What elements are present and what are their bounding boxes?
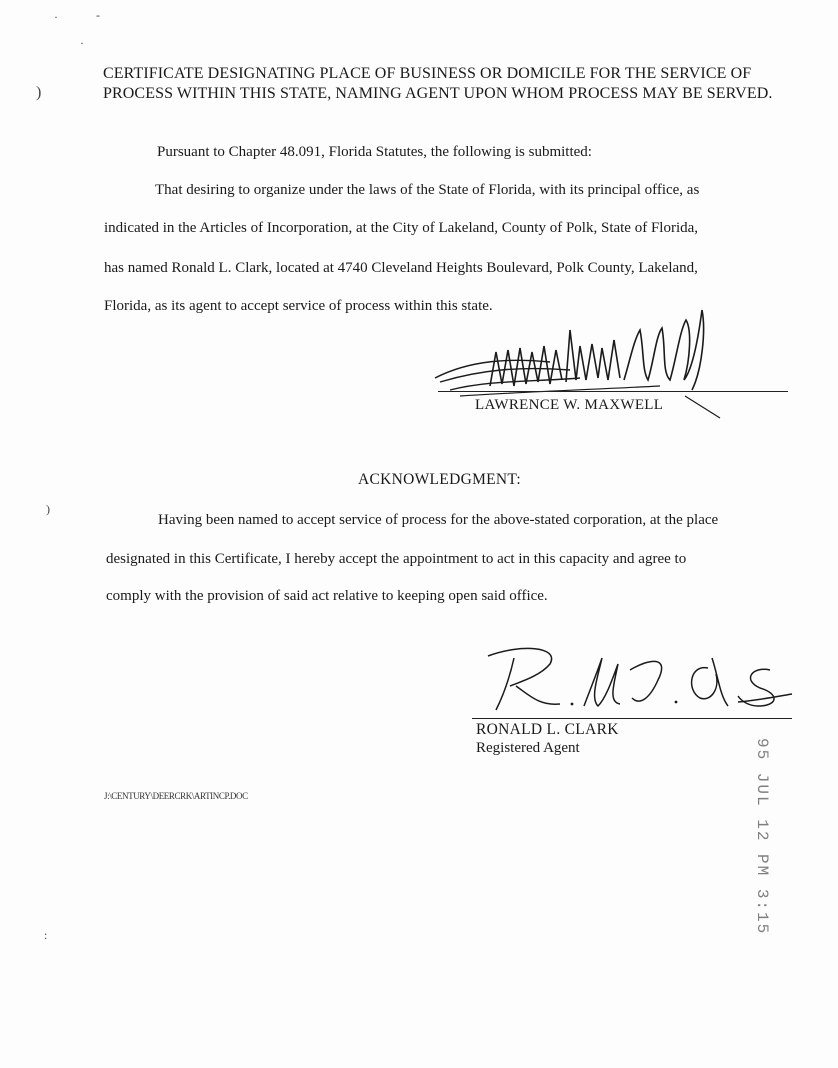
scan-speck: ) bbox=[36, 84, 42, 101]
scan-speck: · bbox=[80, 36, 84, 50]
scan-speck: ) bbox=[46, 502, 50, 516]
body-line-4: Florida, as its agent to accept service of process within this state. bbox=[104, 298, 493, 314]
body-line-3: has named Ronald L. Clark, located at 4740 Cleveland Heights Boulevard, Polk County, Lakeland, bbox=[104, 260, 698, 276]
agent-name: RONALD L. CLARK bbox=[476, 721, 619, 738]
agent-role: Registered Agent bbox=[476, 740, 580, 756]
certificate-signer-name: LAWRENCE W. MAXWELL bbox=[475, 397, 664, 413]
body-line-2: indicated in the Articles of Incorporation, at the City of Lakeland, County of Polk, State of Florida, bbox=[104, 220, 699, 236]
file-path-footer: J:\CENTURY\DEERCRK\ARTINCP.DOC bbox=[104, 791, 248, 801]
filing-stamp-text: 95 JUL 12 PM 3:15 bbox=[753, 738, 771, 936]
intro-paragraph: Pursuant to Chapter 48.091, Florida Statutes, the following is submitted: bbox=[157, 144, 592, 160]
certificate-signature-line bbox=[438, 391, 788, 392]
clark-signature bbox=[480, 640, 800, 720]
certificate-heading: CERTIFICATE DESIGNATING PLACE OF BUSINESS OR DOMICILE FOR THE SERVICE OF PROCESS WITHIN THIS STATE, NAMING AGENT UPON WHOM PROCESS MAY BE SERVED. bbox=[103, 65, 773, 102]
acknowledgment-line-2: designated in this Certificate, I hereby accept the appointment to act in this capacity and agree to bbox=[106, 551, 687, 567]
body-line-1: That desiring to organize under the laws of the State of Florida, with its principal office, as bbox=[155, 182, 700, 198]
scan-speck: : bbox=[44, 928, 48, 942]
acknowledgment-title: ACKNOWLEDGMENT: bbox=[358, 471, 522, 488]
scan-speck: - bbox=[96, 8, 100, 22]
scan-speck: · bbox=[54, 10, 58, 24]
filing-stamp bbox=[742, 738, 778, 936]
acknowledgment-line-1: Having been named to accept service of process for the above-stated corporation, at the place bbox=[158, 512, 719, 528]
acknowledgment-line-3: comply with the provision of said act relative to keeping open said office. bbox=[106, 588, 548, 604]
acknowledgment-signature-line bbox=[472, 718, 792, 719]
